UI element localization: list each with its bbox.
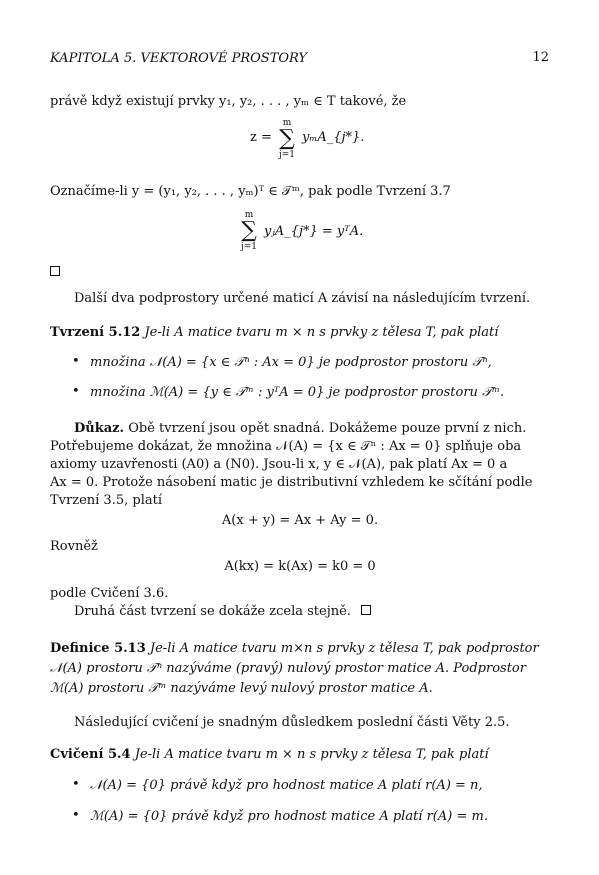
sum-upper-limit: m bbox=[244, 210, 254, 220]
text-line: Druhá část tvrzení se dokáže zcela stejně. bbox=[74, 603, 574, 620]
exercise-5-4: Cvičení 5.4 Je-li A matice tvaru m × n s prvky z tělesa T, pak platí bbox=[50, 747, 489, 762]
proof-title: Důkaz. bbox=[74, 421, 125, 436]
text-line: Tvrzení 3.5, platí bbox=[50, 493, 162, 508]
text-line: ℳ(A) prostoru 𝒯ᵐ nazýváme levý nulový prostor matice A. bbox=[50, 681, 433, 696]
proof-line: Důkaz. Obě tvrzení jsou opět snadná. Dokážeme pouze první z nich. bbox=[74, 421, 527, 436]
bullet: • bbox=[72, 384, 80, 399]
text-line: Potřebujeme dokázat, že množina 𝒩(A) = {x ∈ 𝒯ⁿ : Ax = 0} splňuje oba bbox=[50, 439, 522, 454]
equation-3: A(x + y) = Ax + Ay = 0. bbox=[221, 513, 379, 528]
exercise-title: Cvičení 5.4 bbox=[50, 747, 131, 762]
theorem-title: Tvrzení 5.12 bbox=[50, 325, 141, 340]
bullet-item: množina 𝒩(A) = {x ∈ 𝒯ⁿ : Ax = 0} je podprostor prostoru 𝒯ⁿ, bbox=[90, 355, 492, 370]
theorem-text: Je-li A matice tvaru m × n s prvky z tělesa T, pak platí bbox=[144, 325, 499, 340]
bullet: • bbox=[72, 354, 80, 369]
qed-square bbox=[361, 605, 371, 615]
bullet: • bbox=[72, 777, 80, 792]
sum-upper-limit: m bbox=[282, 118, 292, 128]
page-number: 12 bbox=[532, 50, 549, 65]
equation-4: A(kx) = k(Ax) = k0 = 0 bbox=[224, 559, 376, 574]
qed-square bbox=[50, 266, 60, 276]
sum-lower-limit: j=1 bbox=[278, 150, 296, 160]
bullet-item: 𝒩(A) = {0} právě když pro hodnost matice A platí r(A) = n, bbox=[90, 778, 483, 793]
text-line: podle Cvičení 3.6. bbox=[50, 586, 169, 601]
bullet: • bbox=[72, 808, 80, 823]
eq1-left: z = bbox=[250, 130, 272, 145]
definition-title: Definice 5.13 bbox=[50, 641, 146, 656]
running-header: KAPITOLA 5. VEKTOROVÉ PROSTORY bbox=[50, 51, 308, 66]
eq2-right: yⱼA_{j*} = yᵀA. bbox=[264, 224, 364, 239]
bullet-item: ℳ(A) = {0} právě když pro hodnost matice A platí r(A) = m. bbox=[90, 809, 488, 824]
definition-5-13: Definice 5.13 Je-li A matice tvaru m×n s prvky z tělesa T, pak podprostor bbox=[50, 641, 539, 656]
text-line: Označíme-li y = (y₁, y₂, . . . , yₘ)ᵀ ∈ 𝒯ᵐ, pak podle Tvrzení 3.7 bbox=[50, 184, 451, 199]
text-line: Ax = 0. Protože násobení matic je distributivní vzhledem ke sčítání podle bbox=[50, 475, 533, 490]
eq1-right: yₘA_{j*}. bbox=[302, 130, 365, 145]
theorem-5-12 bbox=[50, 324, 550, 341]
bullet-item: množina ℳ(A) = {y ∈ 𝒯ᵐ : yᵀA = 0} je podprostor prostoru 𝒯ᵐ. bbox=[90, 385, 505, 400]
text-line: axiomy uzavřenosti (A0) a (N0). Jsou-li x, y ∈ 𝒩(A), pak platí Ax = 0 a bbox=[50, 457, 508, 472]
sum-symbol: m ∑ j=1 bbox=[238, 210, 260, 252]
text-line: Následující cvičení je snadným důsledkem poslední části Věty 2.5. bbox=[74, 715, 510, 730]
text-line: právě když existují prvky y₁, y₂, . . . , yₘ ∈ T takové, že bbox=[50, 94, 407, 109]
text-line: 𝒩(A) prostoru 𝒯ⁿ nazýváme (pravý) nulový prostor matice A. Podprostor bbox=[50, 661, 526, 676]
equation-1 bbox=[250, 130, 272, 145]
text-line: Další dva podprostory určené maticí A závisí na následujícím tvrzení. bbox=[74, 291, 531, 306]
sum-symbol: m ∑ j=1 bbox=[276, 118, 298, 160]
sum-lower-limit: j=1 bbox=[240, 242, 258, 252]
text-line: Rovněž bbox=[50, 539, 98, 554]
